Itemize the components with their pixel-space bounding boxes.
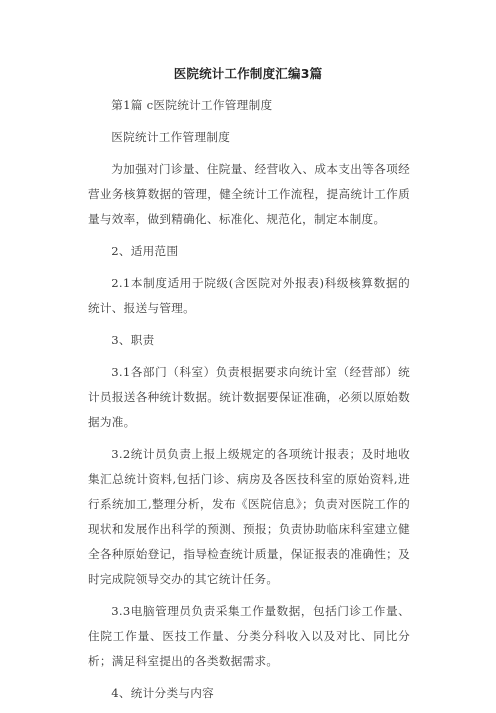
paragraph-purpose: 为加强对门诊量、住院量、经营收入、成本支出等各项经营业务核算数据的管理，健全统计工作流程，提高统计工作质量与效率，做到精确化、标准化、规范化，制定本制度。 — [88, 162, 410, 226]
heading-scope: 2、适用范围 — [111, 244, 179, 258]
heading-classification: 4、统计分类与内容 — [111, 686, 215, 700]
paragraph-duty-3-3: 3.3电脑管理员负责采集工作量数据，包括门诊工作量、住院工作量、医技工作量、分类分科收入以及对比、同比分析；满足科室提出的各类数据需求。 — [88, 604, 410, 668]
paragraph-duty-3-1: 3.1各部门（科室）负责根据要求向统计室（经营部）统计员报送各种统计数据。统计数据要保证准确，必须以原始数据为准。 — [88, 365, 410, 429]
heading-duties: 3、职责 — [111, 333, 155, 347]
subtitle: 医院统计工作管理制度 — [111, 130, 231, 144]
document-title: 医院统计工作制度汇编3篇 — [173, 66, 323, 81]
paragraph-duty-3-2: 3.2统计员负责上报上级规定的各项统计报表；及时地收集汇总统计资料,包括门诊、病房及各医技科室的原始资料,进行系统加工,整理分析，发布《医院信息》；负责对医院工作的现状和发展作出科学的预测、预报；负责协助临床科室建立健全各种原始登记，指导检查统计质量，保证报表的准确性；及时完成院领导交办的其它统计任务。 — [88, 447, 410, 586]
section-heading: 第1篇 c医院统计工作管理制度 — [111, 98, 273, 112]
document-body — [88, 93, 410, 713]
paragraph-scope: 2.1本制度适用于院级(含医院对外报表)科级核算数据的统计、报送与管理。 — [88, 276, 410, 315]
